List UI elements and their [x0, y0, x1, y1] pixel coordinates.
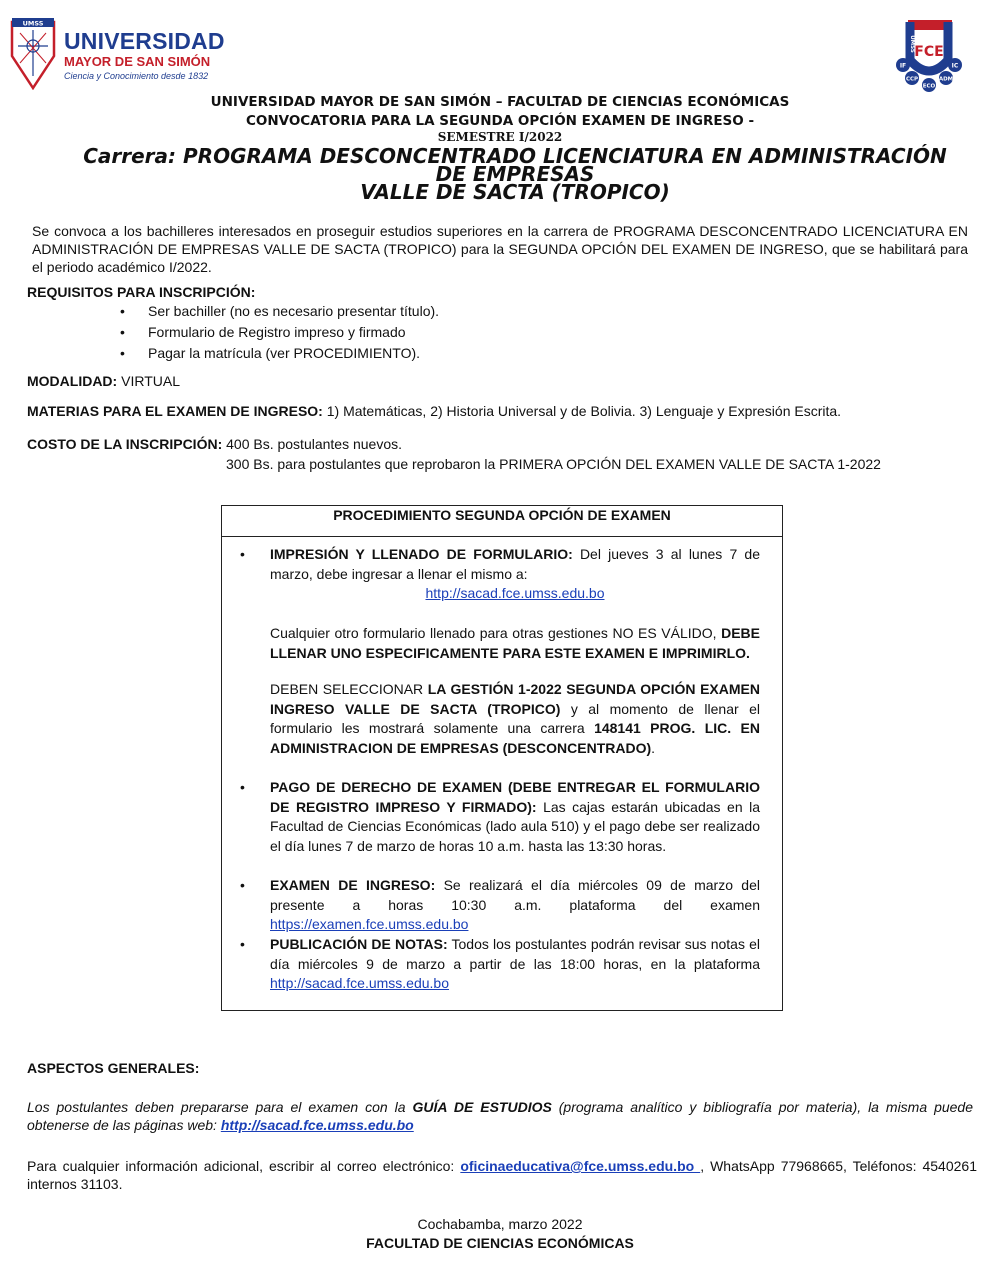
- guia-bold: GUÍA DE ESTUDIOS: [412, 1099, 552, 1115]
- guia-link[interactable]: http://sacad.fce.umss.edu.bo: [220, 1117, 414, 1133]
- item1-p3-a: DEBEN SELECCIONAR: [270, 681, 428, 697]
- item1-p2-text: Cualquier otro formulario llenado para otras gestiones NO ES VÁLIDO,: [270, 625, 722, 641]
- intro-paragraph: Se convoca a los bachilleres interesados en proseguir estudios superiores en la carrera de PROGRAMA DESCONCENTRADO LICENCIATURA EN ADMINISTRACIÓN DE EMPRESAS VALLE DE SACTA (TROPICO) para la SEGUNDA OPCIÓN DEL EXAMEN DE INGRESO, que se habilitará para el periodo académico I/2022.: [32, 223, 968, 275]
- svg-text:CCP: CCP: [905, 76, 919, 83]
- materias-line: [27, 402, 977, 420]
- umss-logo: [10, 16, 225, 92]
- item1-text: Del jueves 3 al lunes 7 de marzo, debe ingresar a llenar el mismo a:: [270, 546, 760, 582]
- item2-label: PAGO DE DERECHO DE EXAMEN (DEBE ENTREGAR EL FORMULARIO DE REGISTRO IMPRESO Y FIRMADO):: [270, 779, 760, 815]
- procedure-item-1: [240, 545, 760, 604]
- logo-university-subtitle: MAYOR DE SAN SIMÓN: [64, 54, 211, 69]
- carrera-title-line-1: Carrera: PROGRAMA DESCONCENTRADO LICENCIATURA EN ADMINISTRACIÓN: [83, 144, 947, 168]
- costo-label: COSTO DE LA INSCRIPCIÓN:: [27, 436, 223, 452]
- examen-link[interactable]: https://examen.fce.umss.edu.bo: [270, 916, 469, 932]
- procedure-title: PROCEDIMIENTO SEGUNDA OPCIÓN DE EXAMEN: [222, 506, 782, 537]
- list-item: • Ser bachiller (no es necesario presentar título).: [120, 302, 439, 323]
- fce-logo: [894, 16, 964, 94]
- requisitos-list: [120, 302, 439, 365]
- modalidad-label: MODALIDAD:: [27, 373, 118, 389]
- procedure-item-1-note: [270, 624, 760, 663]
- modalidad-line: [27, 372, 180, 390]
- bullet: •: [240, 779, 245, 795]
- svg-text:FCE: FCE: [914, 44, 944, 60]
- item1-p3-d: 148141 PROG. LIC. EN ADMINISTRACION DE EMPRESAS (DESCONCENTRADO): [270, 720, 760, 756]
- list-item: • Formulario de Registro impreso y firmado: [120, 323, 439, 344]
- item1-p2-bold: DEBE LLENAR UNO ESPECIFICAMENTE PARA ESTE EXAMEN E IMPRIMIRLO.: [270, 625, 760, 661]
- svg-text:ADM: ADM: [938, 76, 954, 83]
- item1-p3-e: .: [651, 739, 656, 756]
- guia-text-a: Los postulantes deben prepararse para el examen con la: [27, 1099, 413, 1115]
- info-text-a: Para cualquier información adicional, escribir al correo electrónico:: [27, 1158, 461, 1174]
- item4-label: PUBLICACIÓN DE NOTAS:: [270, 936, 448, 952]
- procedure-item-3: [240, 876, 760, 935]
- svg-text:IC: IC: [951, 62, 959, 70]
- bullet: •: [240, 877, 245, 893]
- procedure-item-2: [240, 778, 760, 856]
- svg-text:UMSS: UMSS: [22, 19, 44, 28]
- bullet: •: [240, 546, 245, 562]
- fce-logo-icon: [894, 16, 964, 94]
- city-date: Cochabamba, marzo 2022: [417, 1216, 583, 1232]
- item1-p3-c: y al momento de llenar el formulario les mostrará solamente una carrera: [270, 700, 760, 736]
- carrera-title-line-3: VALLE DE SACTA (TROPICO): [360, 180, 670, 204]
- item1-label: IMPRESIÓN Y LLENADO DE FORMULARIO:: [270, 546, 573, 562]
- modalidad-value: VIRTUAL: [117, 373, 180, 389]
- info-text-b: , WhatsApp 77968665, Teléfonos: 4540261 internos 31103.: [27, 1158, 977, 1192]
- procedure-item-1-select: [270, 680, 760, 758]
- svg-text:ECO: ECO: [922, 83, 936, 90]
- procedure-box: [221, 505, 783, 1011]
- header-line-1: UNIVERSIDAD MAYOR DE SAN SIMÓN – FACULTAD DE CIENCIAS ECONÓMICAS: [210, 94, 790, 110]
- costo-value-2: 300 Bs. para postulantes que reprobaron la PRIMERA OPCIÓN DEL EXAMEN VALLE DE SACTA 1-2022: [226, 456, 881, 472]
- notas-link[interactable]: http://sacad.fce.umss.edu.bo: [270, 975, 449, 991]
- logo-tagline: Ciencia y Conocimiento desde 1832: [64, 71, 209, 81]
- item4-text: Todos los postulantes podrán revisar sus notas el día miércoles 9 de marzo a partir de las 18:00 horas, en la plataforma: [270, 936, 760, 972]
- procedure-item-4: [240, 935, 760, 994]
- email-link[interactable]: oficinaeducativa@fce.umss.edu.bo: [460, 1158, 701, 1174]
- carrera-title-line-2: DE EMPRESAS: [435, 162, 595, 186]
- faculty-signature: FACULTAD DE CIENCIAS ECONÓMICAS: [366, 1235, 634, 1251]
- svg-text:UMSS: UMSS: [909, 35, 915, 53]
- item3-text: Se realizará el día miércoles 09 de marzo del presente a horas 10:30 a.m. plataforma del examen: [270, 877, 760, 913]
- list-item: • Pagar la matrícula (ver PROCEDIMIENTO).: [120, 344, 439, 365]
- svg-text:IF: IF: [899, 62, 907, 70]
- costo-value-1: 400 Bs. postulantes nuevos.: [222, 436, 403, 452]
- requisitos-heading: REQUISITOS PARA INSCRIPCIÓN:: [27, 284, 256, 300]
- materias-value: 1) Matemáticas, 2) Historia Universal y de Bolivia. 3) Lenguaje y Expresión Escrita.: [322, 403, 842, 419]
- header-line-2: CONVOCATORIA PARA LA SEGUNDA OPCIÓN EXAMEN DE INGRESO -: [245, 113, 755, 129]
- item1-p3-b: LA GESTIÓN 1-2022 SEGUNDA OPCIÓN EXAMEN INGRESO VALLE DE SACTA (TROPICO): [270, 681, 760, 717]
- bullet: •: [240, 936, 245, 952]
- aspectos-heading: ASPECTOS GENERALES:: [27, 1060, 200, 1076]
- guia-paragraph: [27, 1098, 973, 1134]
- info-paragraph: [27, 1157, 977, 1193]
- umss-shield-icon: [10, 16, 56, 90]
- item3-label: EXAMEN DE INGRESO:: [270, 877, 436, 893]
- materias-label: MATERIAS PARA EL EXAMEN DE INGRESO:: [27, 403, 323, 419]
- costo-line: [27, 435, 402, 453]
- sacad-link[interactable]: http://sacad.fce.umss.edu.bo: [425, 585, 605, 601]
- item2-text: Las cajas estarán ubicadas en la Facultad de Ciencias Económicas (lado aula 510) y el pago debe ser realizado el día lunes 7 de marzo de horas 10 a.m. hasta las 13:30 horas.: [270, 798, 760, 854]
- logo-university-title: UNIVERSIDAD: [64, 28, 225, 54]
- header-semester: SEMESTRE I/2022: [437, 130, 563, 144]
- guia-text-c: (programa analítico y bibliografía por materia), la misma puede obtenerse de las páginas web:: [27, 1099, 973, 1133]
